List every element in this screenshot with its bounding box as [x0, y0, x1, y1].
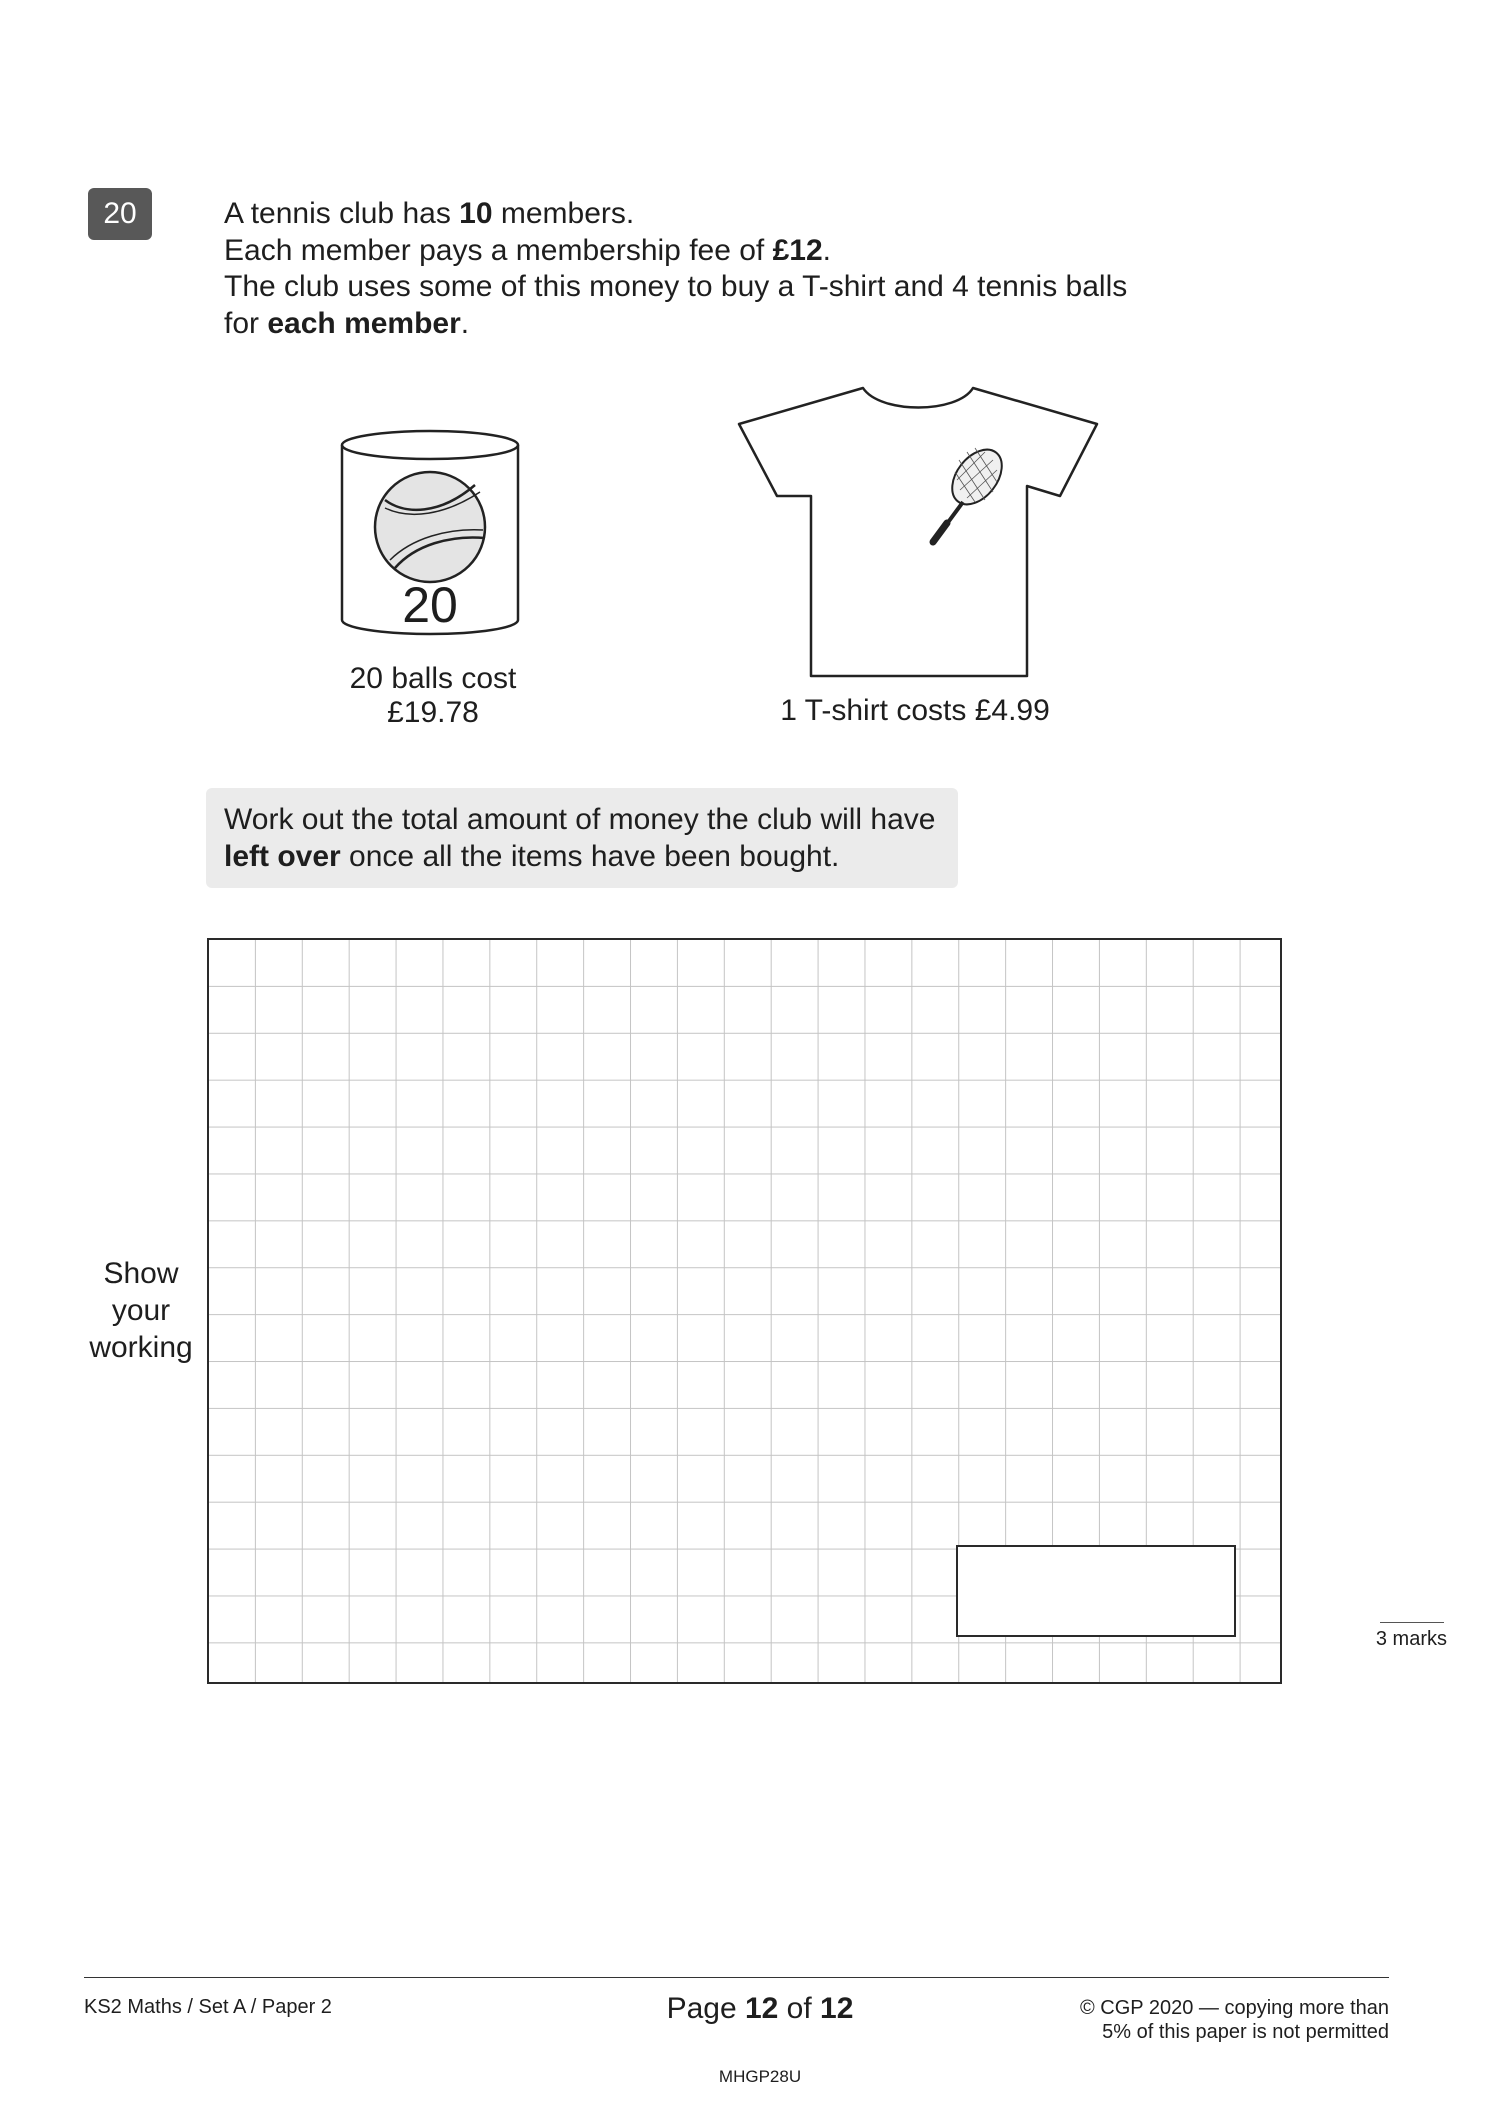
ball-price-caption — [333, 662, 533, 730]
footer-paper-title: KS2 Maths / Set A / Paper 2 — [84, 1996, 332, 2018]
ball-price-line-1: 20 balls cost — [349, 662, 517, 695]
tennis-ball-tube-image — [330, 420, 530, 645]
marks-rule — [1380, 1622, 1444, 1623]
footer-copyright — [1010, 1996, 1389, 2044]
question-line-4: for each member. — [224, 306, 470, 340]
show-working-label — [70, 1255, 212, 1366]
tshirt-image — [735, 380, 1105, 680]
footer-page-number: Page 12 of 12 — [666, 1992, 854, 2025]
answer-box[interactable] — [956, 1545, 1236, 1637]
tennis-ball-icon — [375, 472, 485, 582]
task-line-1: Work out the total amount of money the club will have — [224, 803, 936, 836]
tube-label-number: 20 — [402, 577, 458, 633]
question-line-2: Each member pays a membership fee of £12. — [224, 233, 831, 267]
working-label-line-1: Show — [103, 1257, 179, 1290]
footer-code: MHGP28U — [718, 2067, 802, 2086]
working-label-line-2: your — [111, 1294, 171, 1327]
ball-price-line-2: £19.78 — [387, 696, 479, 729]
marks-label: 3 marks — [1375, 1628, 1447, 1650]
copyright-line-1: © CGP 2020 — copying more than — [1080, 1997, 1389, 2019]
tshirt-price-caption: 1 T-shirt costs £4.99 — [780, 694, 1050, 727]
question-text — [224, 196, 1127, 342]
question-line-3: The club uses some of this money to buy a T-shirt and 4 tennis balls — [224, 270, 1128, 303]
question-number: 20 — [88, 188, 152, 240]
task-instruction-box — [206, 788, 958, 888]
footer-divider — [84, 1977, 1389, 1978]
working-label-line-3: working — [89, 1331, 193, 1364]
task-line-2: left over once all the items have been bought. — [224, 840, 840, 873]
question-line-1: A tennis club has 10 members. — [224, 197, 635, 230]
copyright-line-2: 5% of this paper is not permitted — [1102, 2021, 1389, 2043]
